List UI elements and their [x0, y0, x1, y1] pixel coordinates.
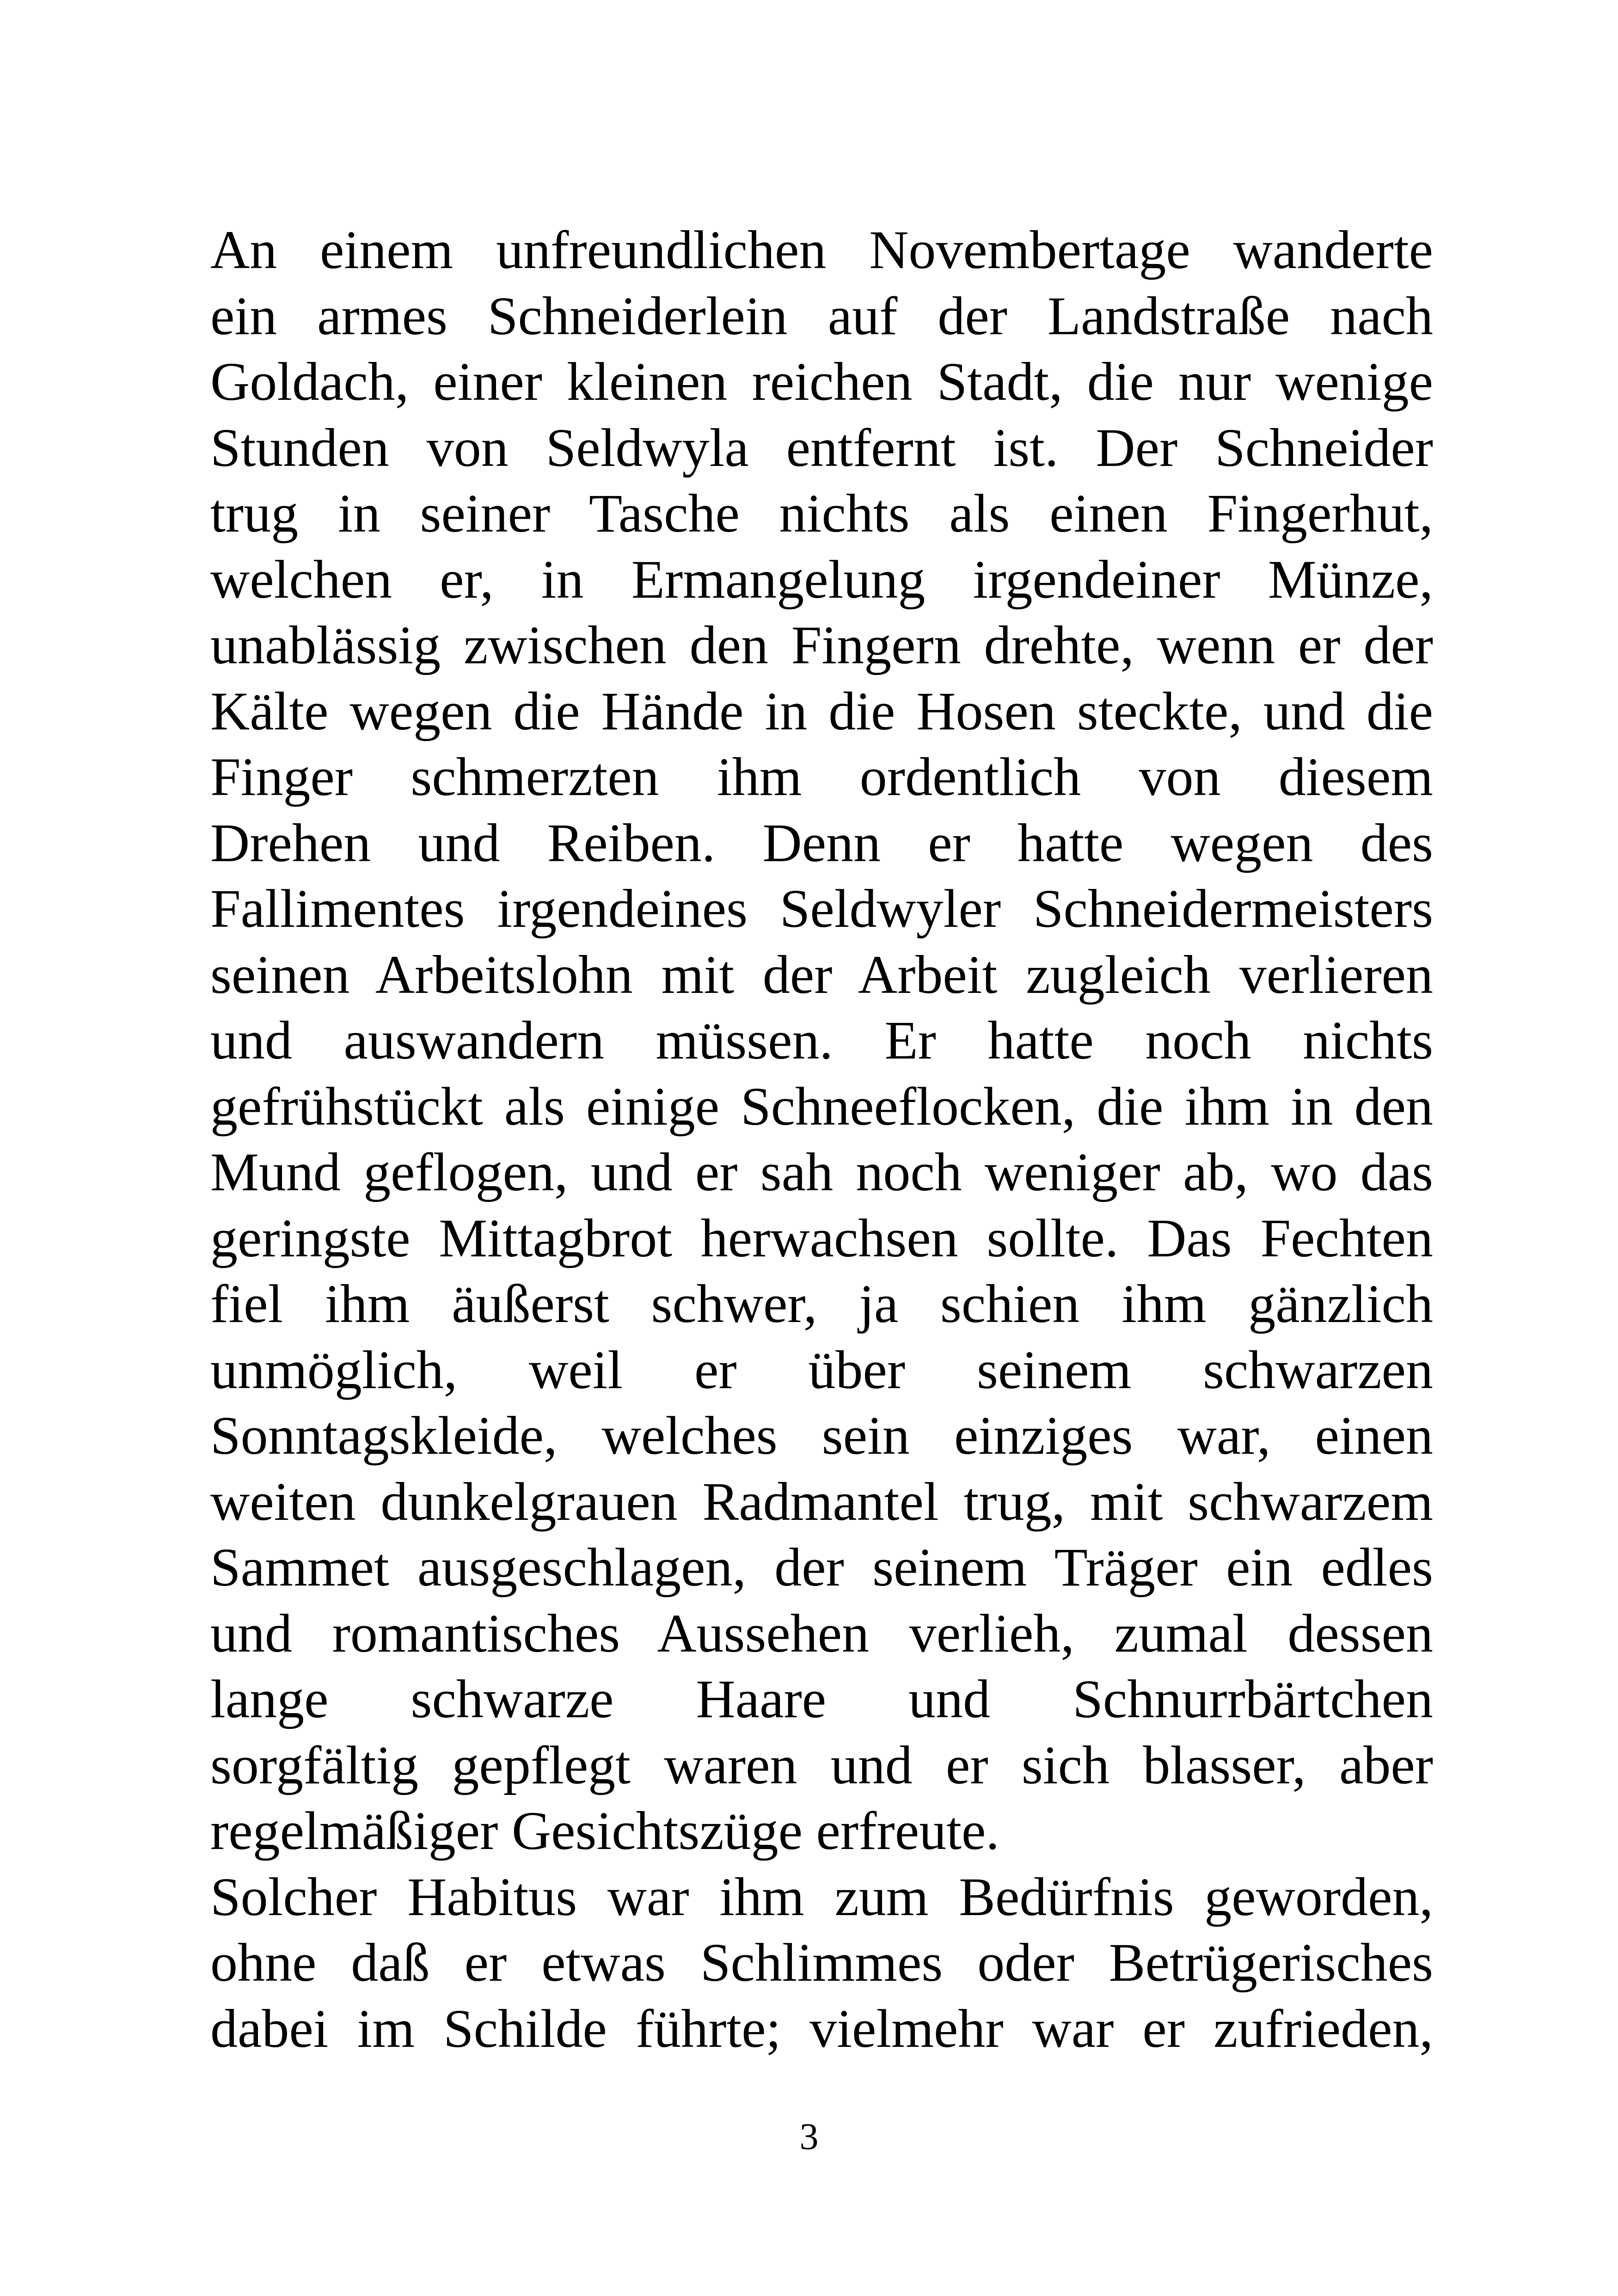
text-line: ein armes Schneiderlein auf der Landstraße nach: [210, 285, 1433, 346]
text-line: Mund geflogen, und er sah noch weniger ab, wo das: [210, 1142, 1433, 1202]
text-line: gefrühstückt als einige Schneeflocken, die ihm in den: [210, 1076, 1433, 1137]
text-line: seinen Arbeitslohn mit der Arbeit zugleich verlieren: [210, 944, 1433, 1005]
text-line: Solcher Habitus war ihm zum Bedürfnis geworden,: [210, 1866, 1433, 1927]
text-line: geringste Mittagbrot herwachsen sollte. Das Fechten: [210, 1207, 1433, 1268]
text-line: Sammet ausgeschlagen, der seinem Träger ein edles: [210, 1537, 1433, 1598]
text-line: lange schwarze Haare und Schnurrbärtchen: [210, 1669, 1433, 1729]
text-line: An einem unfreundlichen Novembertage wanderte: [210, 220, 1433, 280]
text-line: Sonntagskleide, welches sein einziges war, einen: [210, 1405, 1433, 1466]
text-line: und romantisches Aussehen verlieh, zumal dessen: [210, 1603, 1433, 1664]
text-line: und auswandern müssen. Er hatte noch nichts: [210, 1010, 1433, 1071]
text-line: welchen er, in Ermangelung irgendeiner Münze,: [210, 549, 1433, 610]
text-line: Fallimentes irgendeines Seldwyler Schneidermeisters: [210, 878, 1433, 939]
text-line: Kälte wegen die Hände in die Hosen steckte, und die: [210, 680, 1433, 741]
text-line: dabei im Schilde führte; vielmehr war er zufrieden,: [210, 1998, 1433, 2059]
text-line: Finger schmerzten ihm ordentlich von diesem: [210, 747, 1433, 807]
text-line: trug in seiner Tasche nichts als einen Fingerhut,: [210, 483, 1433, 544]
text-line: unablässig zwischen den Fingern drehte, wenn er der: [210, 615, 1433, 675]
text-line: sorgfältig gepflegt waren und er sich blasser, aber: [210, 1734, 1433, 1795]
paragraph-2: [210, 1864, 1433, 2062]
paragraph-1: [210, 217, 1433, 1864]
text-line: fiel ihm äußerst schwer, ja schien ihm gänzlich: [210, 1274, 1433, 1334]
text-line: Goldach, einer kleinen reichen Stadt, die nur wenige: [210, 351, 1433, 412]
body-text: [210, 217, 1433, 2062]
text-line: regelmäßiger Gesichtszüge erfreute.: [210, 1800, 999, 1861]
page-number: 3: [799, 2115, 819, 2157]
text-line: weiten dunkelgrauen Radmantel trug, mit schwarzem: [210, 1471, 1433, 1532]
text-line: ohne daß er etwas Schlimmes oder Betrügerisches: [210, 1932, 1433, 1993]
text-line: Stunden von Seldwyla entfernt ist. Der Schneider: [210, 417, 1433, 478]
text-line: unmöglich, weil er über seinem schwarzen: [210, 1339, 1433, 1400]
text-line: Drehen und Reiben. Denn er hatte wegen des: [210, 812, 1433, 873]
